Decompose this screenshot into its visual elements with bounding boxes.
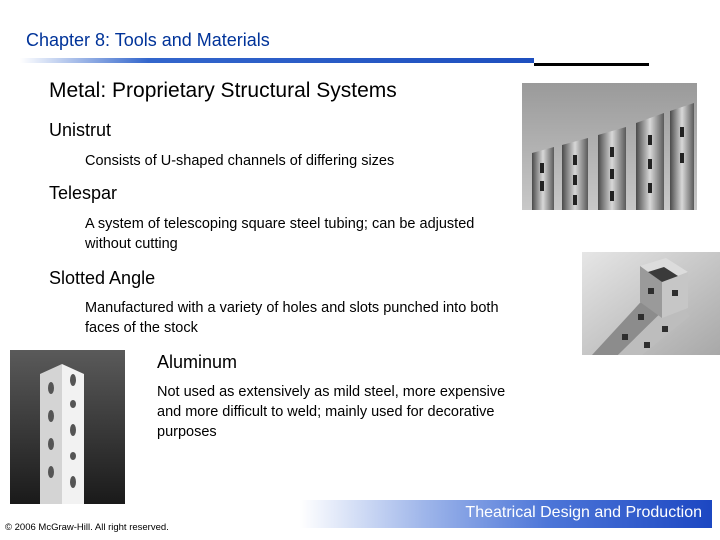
item-desc-slotted-angle [85, 298, 499, 338]
item-title-telespar: Telespar [49, 183, 118, 203]
item-desc-aluminum [157, 382, 505, 442]
item-desc-unistrut: Consists of U-shaped channels of differing sizes [85, 153, 395, 169]
item-desc-aluminum-line2: and more difficult to weld; mainly used for decorative [157, 404, 495, 420]
item-title-unistrut: Unistrut [49, 120, 112, 140]
item-desc-telespar-line2: without cutting [85, 236, 178, 252]
item-title-slotted-angle: Slotted Angle [49, 268, 156, 288]
item-title-aluminum: Aluminum [157, 352, 238, 372]
header-rule-blue [20, 58, 534, 63]
header-rule-black [534, 63, 649, 66]
chapter-title: Chapter 8: Tools and Materials [26, 30, 270, 50]
footer-course-title: Theatrical Design and Production [465, 504, 702, 521]
slotted-angle-photo [10, 350, 125, 504]
unistrut-photo [522, 83, 697, 210]
copyright-notice: © 2006 McGraw-Hill. All right reserved. [5, 522, 169, 533]
slide-heading: Metal: Proprietary Structural Systems [49, 79, 397, 102]
item-desc-slotted-angle-line1: Manufactured with a variety of holes and slots punched into both [85, 300, 499, 316]
item-desc-telespar [85, 214, 474, 254]
item-desc-slotted-angle-line2: faces of the stock [85, 320, 198, 336]
item-desc-aluminum-line1: Not used as extensively as mild steel, more expensive [157, 384, 506, 400]
item-desc-telespar-line1: A system of telescoping square steel tubing; can be adjusted [85, 216, 475, 232]
item-desc-aluminum-line3: purposes [157, 424, 217, 440]
telespar-photo [582, 252, 720, 355]
